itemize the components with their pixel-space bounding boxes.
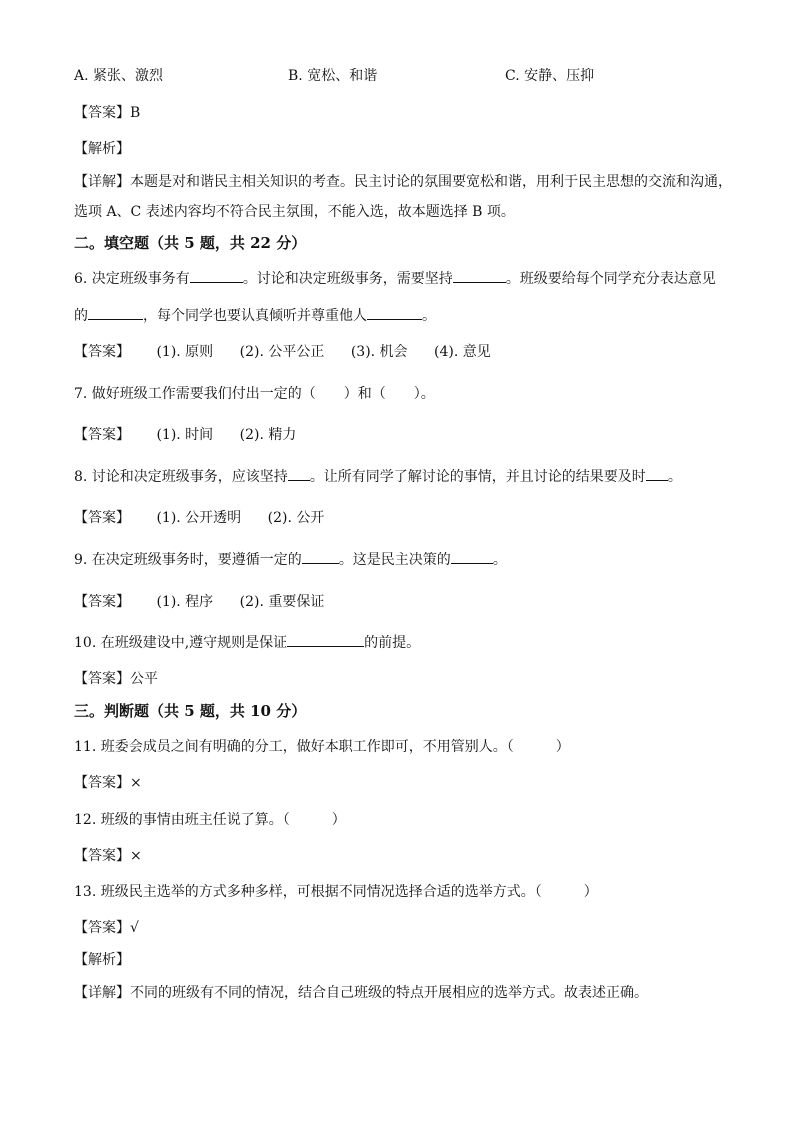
q8-blank-1 (288, 468, 310, 481)
answer-item: (2). 公开 (267, 510, 325, 526)
detail-text: 不同的班级有不同的情况，结合自己班级的特点开展相应的选举方式。故表述正确。 (130, 985, 648, 1001)
q9-text-2: 。这是民主决策的 (338, 552, 451, 568)
q6-answer (74, 342, 491, 362)
answer-label: 【答案】 (74, 344, 130, 360)
answer-label: 【答案】 (74, 105, 130, 121)
q10-text-1: 10. 在班级建设中,遵守规则是保证 (74, 635, 288, 651)
q12-question: 12. 班级的事情由班主任说了算。（ ） (74, 812, 346, 828)
q8-text-2: 。让所有同学了解讨论的事情，并且讨论的结果要及时 (309, 469, 646, 485)
q6-text-1: 6. 决定班级事务有 (74, 271, 190, 287)
section2-title: 二。填空题（共 5 题，共 22 分） (74, 234, 307, 252)
answer-item: (4). 意见 (434, 344, 491, 360)
q13-detail (74, 983, 648, 1003)
q11-answer (74, 773, 142, 793)
q8-answer (74, 508, 324, 528)
section3-title: 三。判断题（共 5 题，共 10 分） (74, 702, 307, 720)
q6-line2 (74, 306, 436, 326)
answer-item: (1). 程序 (156, 594, 214, 610)
answer-value: √ (130, 920, 139, 936)
answer-label: 【答案】 (74, 775, 130, 791)
q9-question (74, 550, 507, 570)
q8-question (74, 467, 682, 487)
q9-blank-1 (302, 551, 339, 564)
q9-blank-2 (451, 551, 493, 564)
q9-text-3: 。 (492, 552, 507, 568)
answer-label: 【答案】 (74, 848, 130, 864)
q6-line1 (74, 269, 716, 289)
answer-item: (1). 时间 (156, 427, 214, 443)
answer-label: 【答案】 (74, 510, 130, 526)
q10-question (74, 633, 420, 653)
q6-blank-3 (88, 307, 143, 320)
q5-option-a: A. 紧张、激烈 (74, 68, 164, 84)
detail-label: 【详解】 (74, 985, 130, 1001)
q13-answer (74, 918, 139, 938)
q6-text-3: 。班级要给每个同学充分表达意见 (505, 271, 716, 287)
answer-value: B (130, 105, 141, 121)
answer-value: × (130, 775, 142, 791)
q5-option-b: B. 宽松、和谐 (288, 68, 378, 84)
q5-analysis-label: 【解析】 (74, 141, 130, 157)
answer-value: × (130, 848, 142, 864)
q11-question: 11. 班委会成员之间有明确的分工，做好本职工作即可，不用管别人。（ ） (74, 739, 570, 755)
q7-question: 7. 做好班级工作需要我们付出一定的（ ）和（ ）。 (74, 386, 435, 402)
q6-text-5: ，每个同学也要认真倾听并尊重他人 (143, 308, 367, 324)
q8-text-1: 8. 讨论和决定班级事务，应该坚持 (74, 469, 288, 485)
answer-label: 【答案】 (74, 594, 130, 610)
q8-text-3: 。 (667, 469, 682, 485)
answer-item: (1). 公开透明 (156, 510, 242, 526)
q9-answer (74, 592, 324, 612)
answer-item: (1). 原则 (156, 344, 214, 360)
answer-label: 【答案】 (74, 427, 130, 443)
answer-value: 公平 (130, 671, 158, 687)
answer-item: (2). 公平公正 (239, 344, 325, 360)
q6-text-2: 。讨论和决定班级事务，需要坚持 (242, 271, 453, 287)
answer-item: (3). 机会 (350, 344, 408, 360)
q6-blank-4 (367, 307, 422, 320)
q9-text-1: 9. 在决定班级事务时，要遵循一定的 (74, 552, 302, 568)
q13-question: 13. 班级民主选举的方式多种多样，可根据不同情况选择合适的选举方式。（ ） (74, 884, 598, 900)
q7-answer (74, 425, 296, 445)
q6-text-6: 。 (422, 308, 436, 324)
q6-blank-1 (190, 270, 243, 283)
answer-item: (2). 精力 (239, 427, 297, 443)
answer-label: 【答案】 (74, 671, 130, 687)
q8-blank-2 (646, 468, 668, 481)
q10-text-2: 的前提。 (364, 635, 421, 651)
q13-analysis-label: 【解析】 (74, 952, 130, 968)
q10-blank (287, 634, 364, 647)
q12-answer (74, 846, 142, 866)
q6-blank-2 (453, 270, 506, 283)
q5-answer (74, 103, 140, 123)
q10-answer (74, 669, 158, 689)
q6-text-4: 的 (74, 308, 88, 324)
answer-label: 【答案】 (74, 920, 130, 936)
detail-label: 【详解】 (74, 174, 130, 190)
q5-detail-line2: 选项 A、C 表述内容均不符合民主氛围，不能入选，故本题选择 B 项。 (74, 204, 515, 220)
q5-detail-line1 (74, 172, 732, 192)
answer-item: (2). 重要保证 (239, 594, 325, 610)
detail-text: 本题是对和谐民主相关知识的考查。民主讨论的氛围要宽松和谐，用利于民主思想的交流和沟通， (130, 174, 732, 190)
q5-option-c: C. 安静、压抑 (505, 68, 595, 84)
